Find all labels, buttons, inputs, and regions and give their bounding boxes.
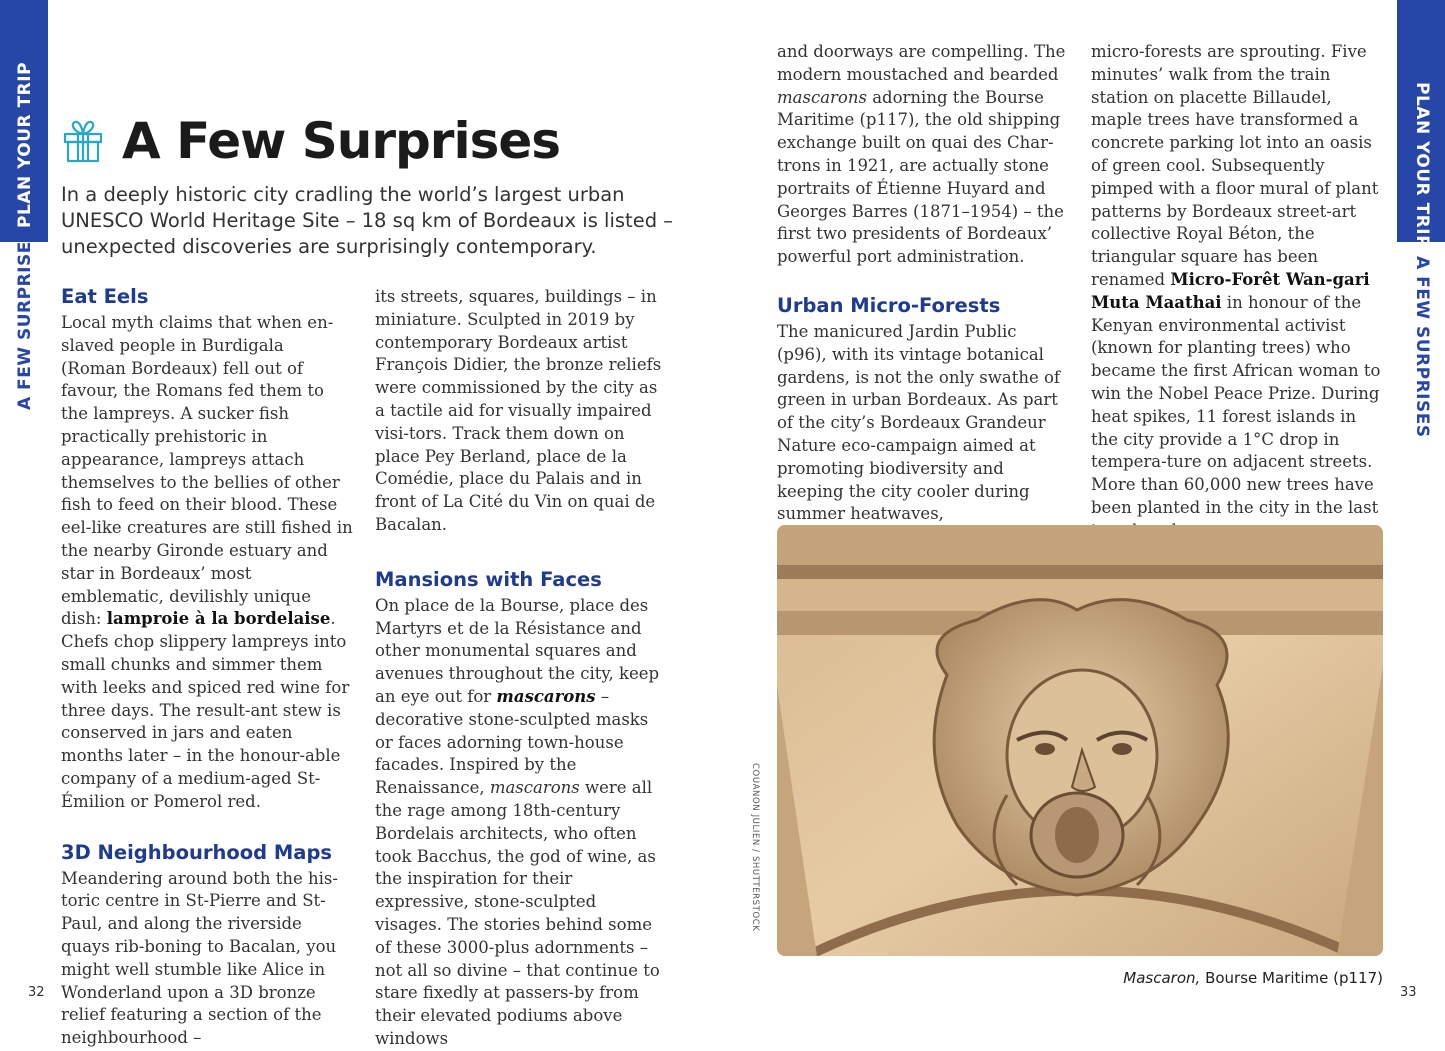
column-2 [375,286,667,1051]
micro-forest-name: Micro-Forêt Wan-gari Muta Maathai [1091,269,1370,312]
paragraph-3d-maps-a: Meandering around both the his-toric centre in St-Pierre and St-Paul, and along the riverside quays rib-boning to Bacalan, you might well stumble like Alice in Wonderland upon a 3D bronze relief featuring a section of the neighbourhood – [61,868,338,1048]
paragraph-mansions-a: On place de la Bourse, place des Martyrs et de la Résistance and other monumental squares and avenues throughout the city, keep an eye out for mascarons – decorative stone-sculpted masks or faces adorning town-house facades. Inspired by the Renaissance, mascarons were all the rage among 18th-century Bordelais architects, who often took Bacchus, the god of wine, as the inspiration for their expressive, stone-sculpted visages. The stories behind some of these 3000-plus adornments – not all so divine – that continue to stare fixedly at passers-by from their elevated podiums above windows [375,595,660,1048]
page-number-left: 32 [28,985,45,1000]
chapter-tab-label-right: A FEW SURPRISES [1412,256,1432,438]
heading-eat-eels: Eat Eels [61,285,149,308]
paragraph-eat-eels: Local myth claims that when en-slaved people in Burdigala (Roman Bordeaux) fell out of favour, the Romans fed them to the lampreys. A sucker fish practically prehistoric in appearance, lampreys attach themselves to the bellies of other fish to feed on their blood. These eel-like creatures are still fished in the nearby Gironde estuary and star in Bordeaux’ most emblematic, devilishly unique dish: lamproie à la bordelaise. Chefs chop slippery lampreys into small chunks and simmer them with leeks and spiced red wine for three days. The result-ant stew is conserved in jars and eaten months later – in the honour-able company of a medium-aged St-Émilion or Pomerol red. [61,313,353,811]
mascaron-photo [777,525,1383,956]
column-1 [61,284,353,1050]
section-tab-label-right: PLAN YOUR TRIP [1412,82,1432,249]
photo-caption: Mascaron, Bourse Maritime (p117) [1123,969,1383,987]
paragraph-micro-forests-b: micro-forests are sprouting. Five minutes’ walk from the train station on placette Billaudel, maple trees have transformed a concrete parking lot into an oasis of green cool. Subsequently pimped with a floor mural of plant patterns by Bordeaux street-art collective Royal Béton, the triangular square has been renamed Micro-Forêt Wan-gari Muta Maathai in honour of the Kenyan environmental activist (known for planting trees) who became the first African woman to win the Nobel Peace Prize. During heat spikes, 11 forest islands in the city provide a 1°C drop in tempera-ture on adjacent streets. More than 60,000 new trees have been planted in the city in the last [1091,42,1381,517]
dish-name: lamproie à la bordelaise [106,609,331,629]
heading-micro-forests: Urban Micro-Forests [777,293,1001,317]
gift-icon [60,118,106,164]
column-3 [777,41,1069,526]
heading-3d-maps: 3D Neighbourhood Maps [61,840,333,864]
page-header [60,112,560,170]
paragraph-micro-forests-a: The manicured Jardin Public (p96), with its vintage botanical gardens, is not the only swathe of green in urban Bordeaux. As part of the city’s Bordeaux Grandeur Nature eco-campaign aimed at promoting biodiversity and keeping the city cooler during summer heatwaves, [777,321,1061,524]
heading-mansions: Mansions with Faces [375,567,602,591]
section-tab-label-left: PLAN YOUR TRIP [15,61,35,228]
mascarons-bold: mascarons [496,686,596,706]
page-number-right: 33 [1400,985,1417,1000]
chapter-tab-label-left: A FEW SURPRISES [15,228,35,410]
photo-credit: COUANON JULIEN / SHUTTERSTOCK [750,763,760,932]
page-title: A Few Surprises [122,112,561,170]
paragraph-mansions-b: and doorways are compelling. The modern moustached and bearded mascarons adorning the Bourse Maritime (p117), the old shipping exchange built on quai des Char-trons in 1921, are actually stone portraits of Étienne Huyard and Georges Barres (1871–1954) – the first two presidents of Bordeaux’ powerful port administration. [777,42,1066,267]
intro-text: In a deeply historic city cradling the world’s largest urban UNESCO World Heritage Site – 18 sq km of Bordeaux is listed – unexpected discoveries are surprisingly contemporary. [61,183,674,258]
paragraph-3d-maps-b: its streets, squares, buildings – in miniature. Sculpted in 2019 by contemporary Bordeaux artist François Didier, the bronze reliefs were commissioned by the city as a tactile aid for visually impaired visi-tors. Track them down on place Pey Berland, place de la Comédie, place du Palais and in front of La Cité du Vin on quai de Bacalan. [375,287,662,534]
column-4 [1091,41,1385,543]
